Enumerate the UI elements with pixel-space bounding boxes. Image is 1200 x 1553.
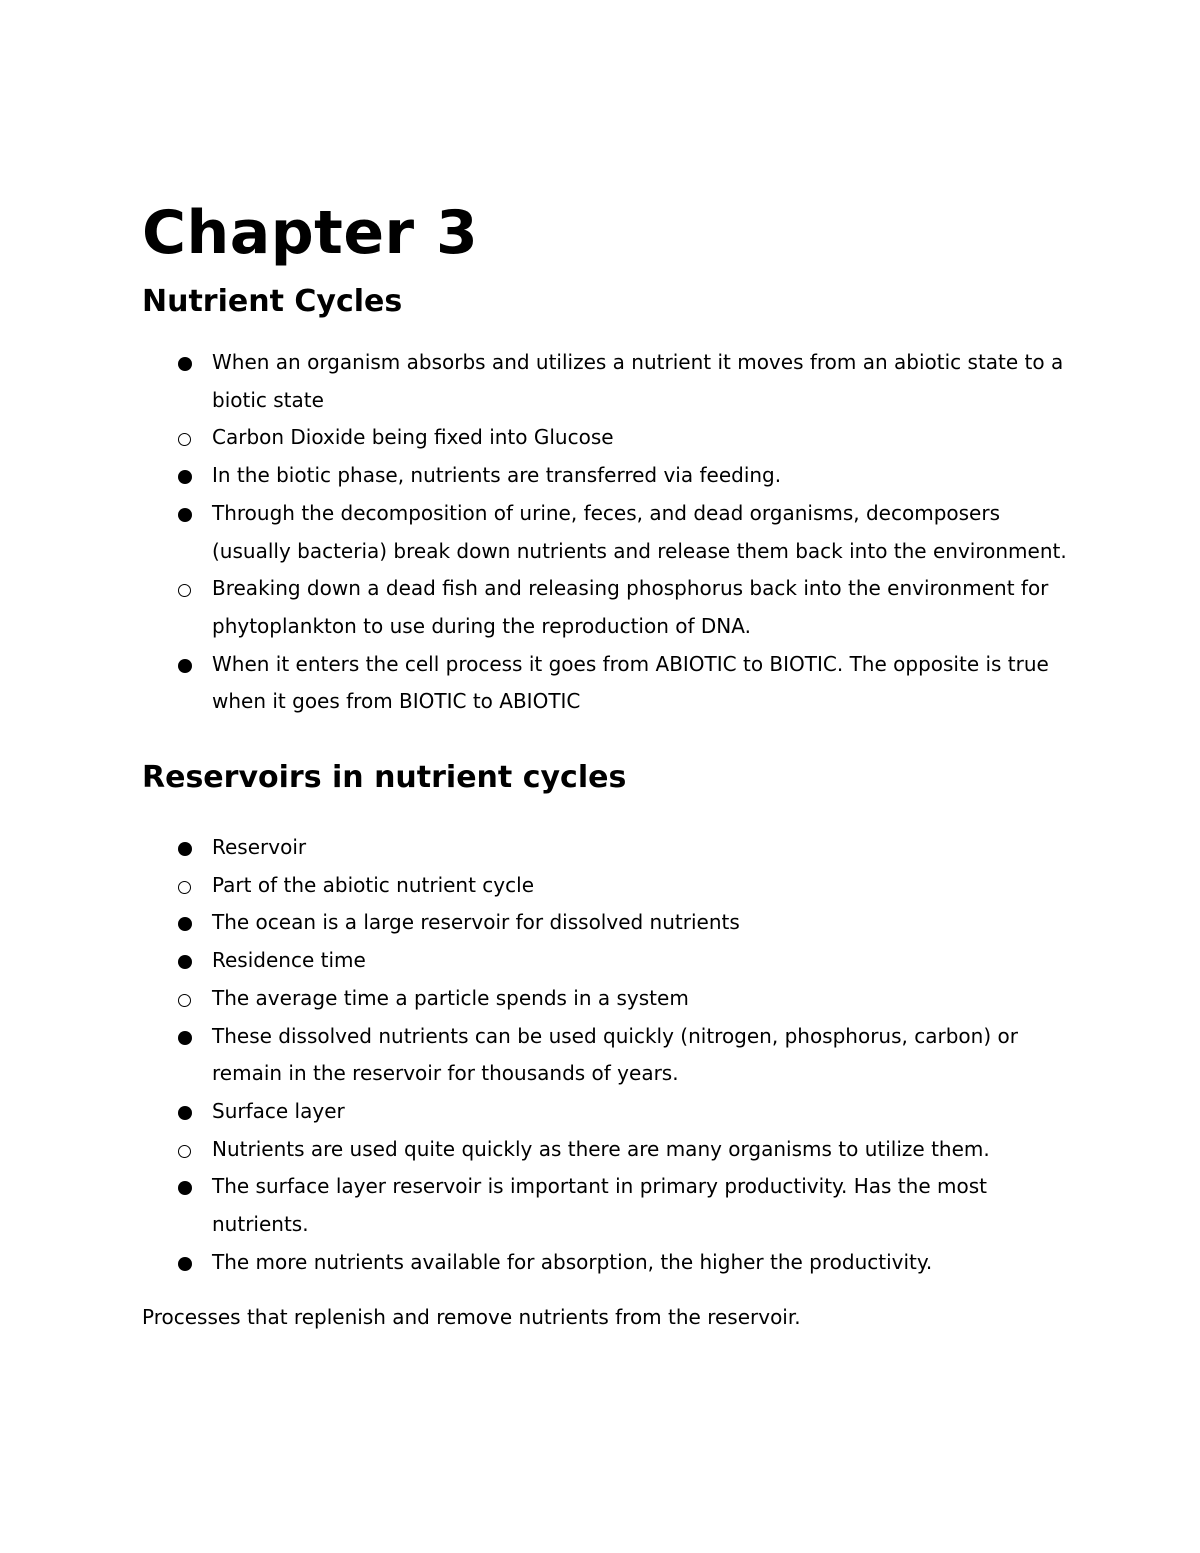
section-heading-reservoirs: Reservoirs in nutrient cycles [142, 760, 627, 796]
filled-bullet-icon [178, 1018, 198, 1056]
sub-list-item-text: Breaking down a dead fish and releasing phosphorus back into the environment for phytoplankton to use during the reproduction of DNA. [212, 576, 1049, 638]
sub-list-item [142, 980, 1072, 1018]
sub-list [142, 980, 1072, 1018]
sub-list [142, 867, 1072, 905]
list-item [142, 1093, 1072, 1131]
list-item [142, 829, 1072, 867]
list-item-text: When an organism absorbs and utilizes a nutrient it moves from an abiotic state to a biotic state [212, 350, 1064, 412]
list-item [142, 344, 1072, 419]
filled-bullet-icon [178, 1168, 198, 1206]
list-item [142, 1168, 1072, 1243]
sub-list-item [142, 419, 1072, 457]
document-page [142, 195, 1072, 1337]
sub-list-item [142, 867, 1072, 905]
sub-list [142, 419, 1072, 457]
filled-bullet-icon [178, 829, 198, 867]
list-item-text: The surface layer reservoir is important in primary productivity. Has the most nutrients. [212, 1174, 987, 1237]
list-item [142, 646, 1072, 721]
filled-bullet-icon [178, 942, 198, 980]
sub-list-item [142, 1131, 1072, 1169]
list-item [142, 1244, 1072, 1282]
section-heading-nutrient-cycles: Nutrient Cycles [142, 284, 403, 319]
sub-list [142, 570, 1072, 645]
list-item-text: Through the decomposition of urine, feces, and dead organisms, decomposers (usually bacteria) break down nutrients and release them back into the environment. [212, 500, 1067, 563]
sub-list-item-text: Nutrients are used quite quickly as there are many organisms to utilize them. [212, 1136, 990, 1161]
filled-bullet-icon [178, 1244, 198, 1282]
filled-bullet-icon [178, 457, 198, 495]
list-item-text: In the biotic phase, nutrients are transferred via feeding. [212, 463, 782, 488]
list-item [142, 457, 1072, 495]
sub-list-item-text: Part of the abiotic nutrient cycle [212, 872, 534, 897]
filled-bullet-icon [178, 344, 198, 382]
filled-bullet-icon [178, 495, 198, 533]
sub-list-item [142, 570, 1072, 645]
closing-paragraph: Processes that replenish and remove nutrients from the reservoir. [142, 1305, 801, 1330]
sub-list-item-text: Carbon Dioxide being fixed into Glucose [212, 425, 614, 450]
hollow-bullet-icon [178, 980, 198, 1018]
hollow-bullet-icon [178, 1131, 198, 1169]
chapter-title: Chapter 3 [142, 198, 479, 268]
list-item [142, 942, 1072, 980]
list-item-text: Residence time [212, 948, 366, 973]
hollow-bullet-icon [178, 867, 198, 905]
list-item [142, 495, 1072, 570]
nutrient-cycles-list [142, 344, 1072, 721]
list-item-text: The more nutrients available for absorption, the higher the productivity. [212, 1249, 933, 1274]
list-item [142, 904, 1072, 942]
list-item [142, 1018, 1072, 1093]
reservoirs-list [142, 829, 1072, 1281]
sub-list [142, 1131, 1072, 1169]
filled-bullet-icon [178, 1093, 198, 1131]
list-item-text: When it enters the cell process it goes from ABIOTIC to BIOTIC. The opposite is true when it goes from BIOTIC to ABIOTIC [212, 651, 1049, 714]
hollow-bullet-icon [178, 419, 198, 457]
hollow-bullet-icon [178, 570, 198, 608]
list-item-text: Reservoir [212, 835, 307, 860]
filled-bullet-icon [178, 904, 198, 942]
list-item-text: These dissolved nutrients can be used quickly (nitrogen, phosphorus, carbon) or remain in the reservoir for thousands of years. [212, 1023, 1018, 1086]
sub-list-item-text: The average time a particle spends in a system [212, 985, 689, 1010]
list-item-text: The ocean is a large reservoir for dissolved nutrients [212, 910, 740, 935]
filled-bullet-icon [178, 646, 198, 684]
list-item-text: Surface layer [212, 1098, 345, 1123]
